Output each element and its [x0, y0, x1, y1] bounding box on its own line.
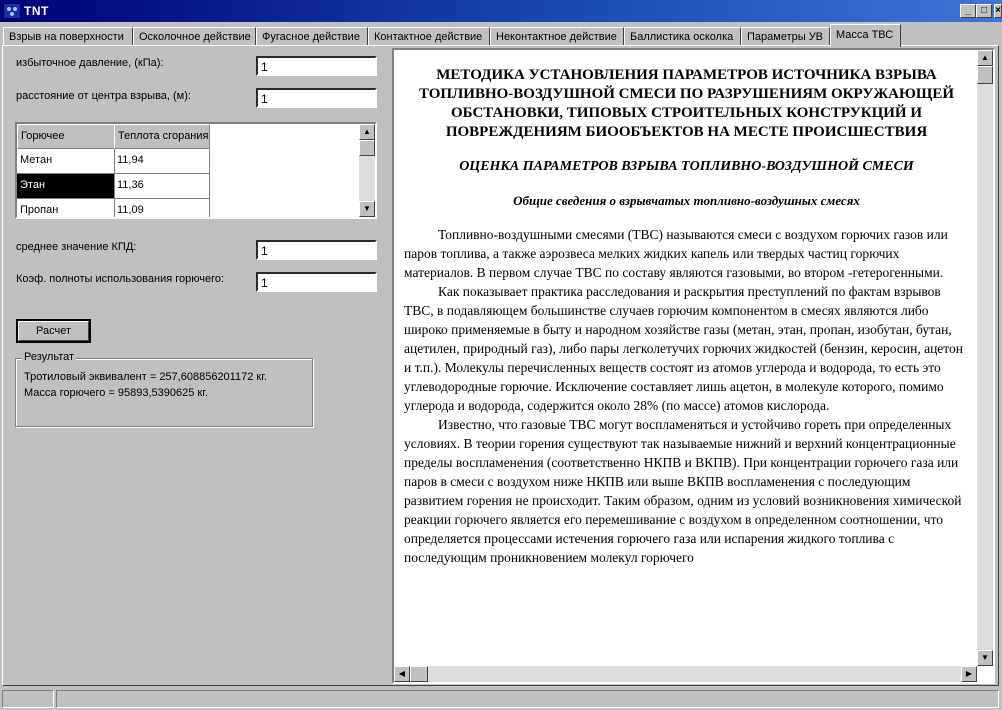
tab-fae-mass[interactable]: Масса ТВС — [830, 24, 901, 47]
scroll-up-icon[interactable]: ▲ — [359, 124, 375, 140]
status-panel — [56, 690, 999, 708]
heat-value-cell[interactable]: 11,94 — [114, 149, 210, 174]
heat-value-cell[interactable]: 11,36 — [114, 174, 210, 199]
result-legend: Результат — [24, 351, 75, 363]
document-section-heading: Общие сведения о взрывчатых топливно-воздушных смесях — [513, 193, 860, 208]
scroll-left-icon[interactable]: ◀ — [394, 666, 410, 682]
scroll-right-icon[interactable]: ▶ — [961, 666, 977, 682]
fuel-mass-text: Масса горючего = 95893,5390625 кг. — [24, 387, 208, 399]
document-subtitle: ОЦЕНКА ПАРАМЕТРОВ ВЗРЫВА ТОПЛИВНО-ВОЗДУШНОЙ СМЕСИ — [459, 159, 914, 174]
distance-input[interactable]: 1 — [256, 88, 377, 108]
column-header-fuel[interactable]: Горючее — [17, 124, 115, 149]
fuel-coef-label: Коэф. полноты использования горючего: — [16, 273, 225, 285]
document-content — [404, 66, 969, 567]
window-title: TNT — [24, 4, 49, 18]
table-scrollbar[interactable] — [359, 124, 375, 217]
tab-fragmentation[interactable]: Осколочное действие — [133, 27, 256, 46]
document-viewer[interactable] — [392, 48, 995, 684]
tab-high-explosive[interactable]: Фугасное действие — [256, 27, 368, 46]
status-bar — [0, 688, 1002, 710]
tnt-equivalent-text: Тротиловый эквивалент = 257,608856201172 кг. — [24, 371, 267, 383]
scroll-up-icon[interactable]: ▲ — [977, 50, 993, 66]
app-icon — [4, 4, 20, 18]
tab-contact[interactable]: Контактное действие — [368, 27, 490, 46]
tab-shockwave-params[interactable]: Параметры УВ — [741, 27, 830, 46]
tab-surface-blast[interactable]: Взрыв на поверхности — [3, 27, 133, 46]
scroll-thumb-horizontal[interactable] — [410, 666, 428, 682]
efficiency-label: среднее значение КПД: — [16, 241, 137, 253]
tab-fragment-ballistics[interactable]: Баллистика осколка — [624, 27, 741, 46]
distance-label: расстояние от центра взрыва, (м): — [16, 90, 191, 102]
fuel-name-cell[interactable]: Пропан — [17, 199, 115, 219]
scroll-thumb[interactable] — [977, 66, 993, 84]
document-paragraph: Известно, что газовые ТВС могут воспламеняться и устойчиво гореть при определенных условиях. В теории горения существуют так называемые нижний и верхний концентрационные пределы воспламенения (соответственно НКПВ и ВКПВ). При концентрации горючего газа или паров в смеси с воздухом ниже НКПВ или выше ВКПВ воспламенения с последующим развитием горения не происходит. Таким образом, одним из условий возникновения химической реакции горючего является его перемешивание с воздухом в определенном соотношении, что определяется процессами истечения горючего газа или испарения жидкого топлива с последующим проникновением молекул горючего — [404, 417, 962, 565]
document-title: МЕТОДИКА УСТАНОВЛЕНИЯ ПАРАМЕТРОВ ИСТОЧНИКА ВЗРЫВА ТОПЛИВНО-ВОЗДУШНОЙ СМЕСИ ПО РАЗРУШЕНИЯМ ОКРУЖАЮЩЕЙ ОБСТАНОВКИ, ТИПОВЫХ СТРОИТЕЛЬНЫХ КОНСТРУКЦИЙ И ПОВРЕЖДЕНИЯМ БИООБЪЕКТОВ НА МЕСТЕ ПРОИСШЕСТВИЯ — [418, 67, 955, 140]
calculate-button-label: Расчет — [18, 321, 89, 341]
fuel-name-cell[interactable]: Метан — [17, 149, 115, 174]
document-vertical-scrollbar[interactable] — [977, 50, 993, 666]
pressure-label: избыточное давление, (кПа): — [16, 57, 164, 69]
minimize-button[interactable]: _ — [960, 4, 976, 18]
fuel-table[interactable] — [15, 122, 377, 219]
status-panel — [2, 690, 54, 708]
maximize-button[interactable]: □ — [976, 4, 992, 18]
document-paragraph: Топливно-воздушными смесями (ТВС) называются смеси с воздухом горючих газов или паров топлива, а также аэрозвеса мелких жидких капель или твердых частиц горючих материалов. В первом случае ТВС по составу являются газовыми, во втором -гетерогенными. — [404, 227, 948, 280]
result-group — [15, 351, 313, 427]
efficiency-input[interactable]: 1 — [256, 240, 377, 260]
tab-strip — [0, 24, 1002, 46]
document-paragraph: Как показывает практика расследования и раскрытия преступлений по фактам взрывов ТВС, в подавляющем большинстве случаев горючим компонентом в смесях являются либо широко применяемые в быту и народном хозяйстве газы (метан, этан, пропан, изобутан, бутан, ацетилен, природный газ), либо пары легколетучих горючих жидкостей (бензин, керосин, ацетон и т.п.). Молекулы перечисленных веществ состоят из атомов углерода и водорода, то есть это углеводородные горючие. Исключение составляет лишь ацетон, в молекуле которого, помимо углерода и водорода, содержится около 28% (по массе) атомов кислорода. — [404, 284, 963, 413]
heat-value-cell[interactable]: 11,09 — [114, 199, 210, 219]
scroll-down-icon[interactable]: ▼ — [359, 201, 375, 217]
document-horizontal-scrollbar[interactable] — [394, 666, 977, 682]
pressure-input[interactable]: 1 — [256, 56, 377, 76]
fuel-name-cell[interactable]: Этан — [17, 174, 115, 199]
close-button[interactable]: × — [995, 5, 1001, 16]
scroll-down-icon[interactable]: ▼ — [977, 650, 993, 666]
tab-non-contact[interactable]: Неконтактное действие — [490, 27, 624, 46]
scroll-thumb[interactable] — [359, 140, 375, 156]
calculate-button[interactable] — [16, 319, 91, 343]
title-bar[interactable] — [0, 0, 1002, 22]
fuel-coef-input[interactable]: 1 — [256, 272, 377, 292]
column-header-heat[interactable]: Теплота сгорания — [114, 124, 210, 149]
